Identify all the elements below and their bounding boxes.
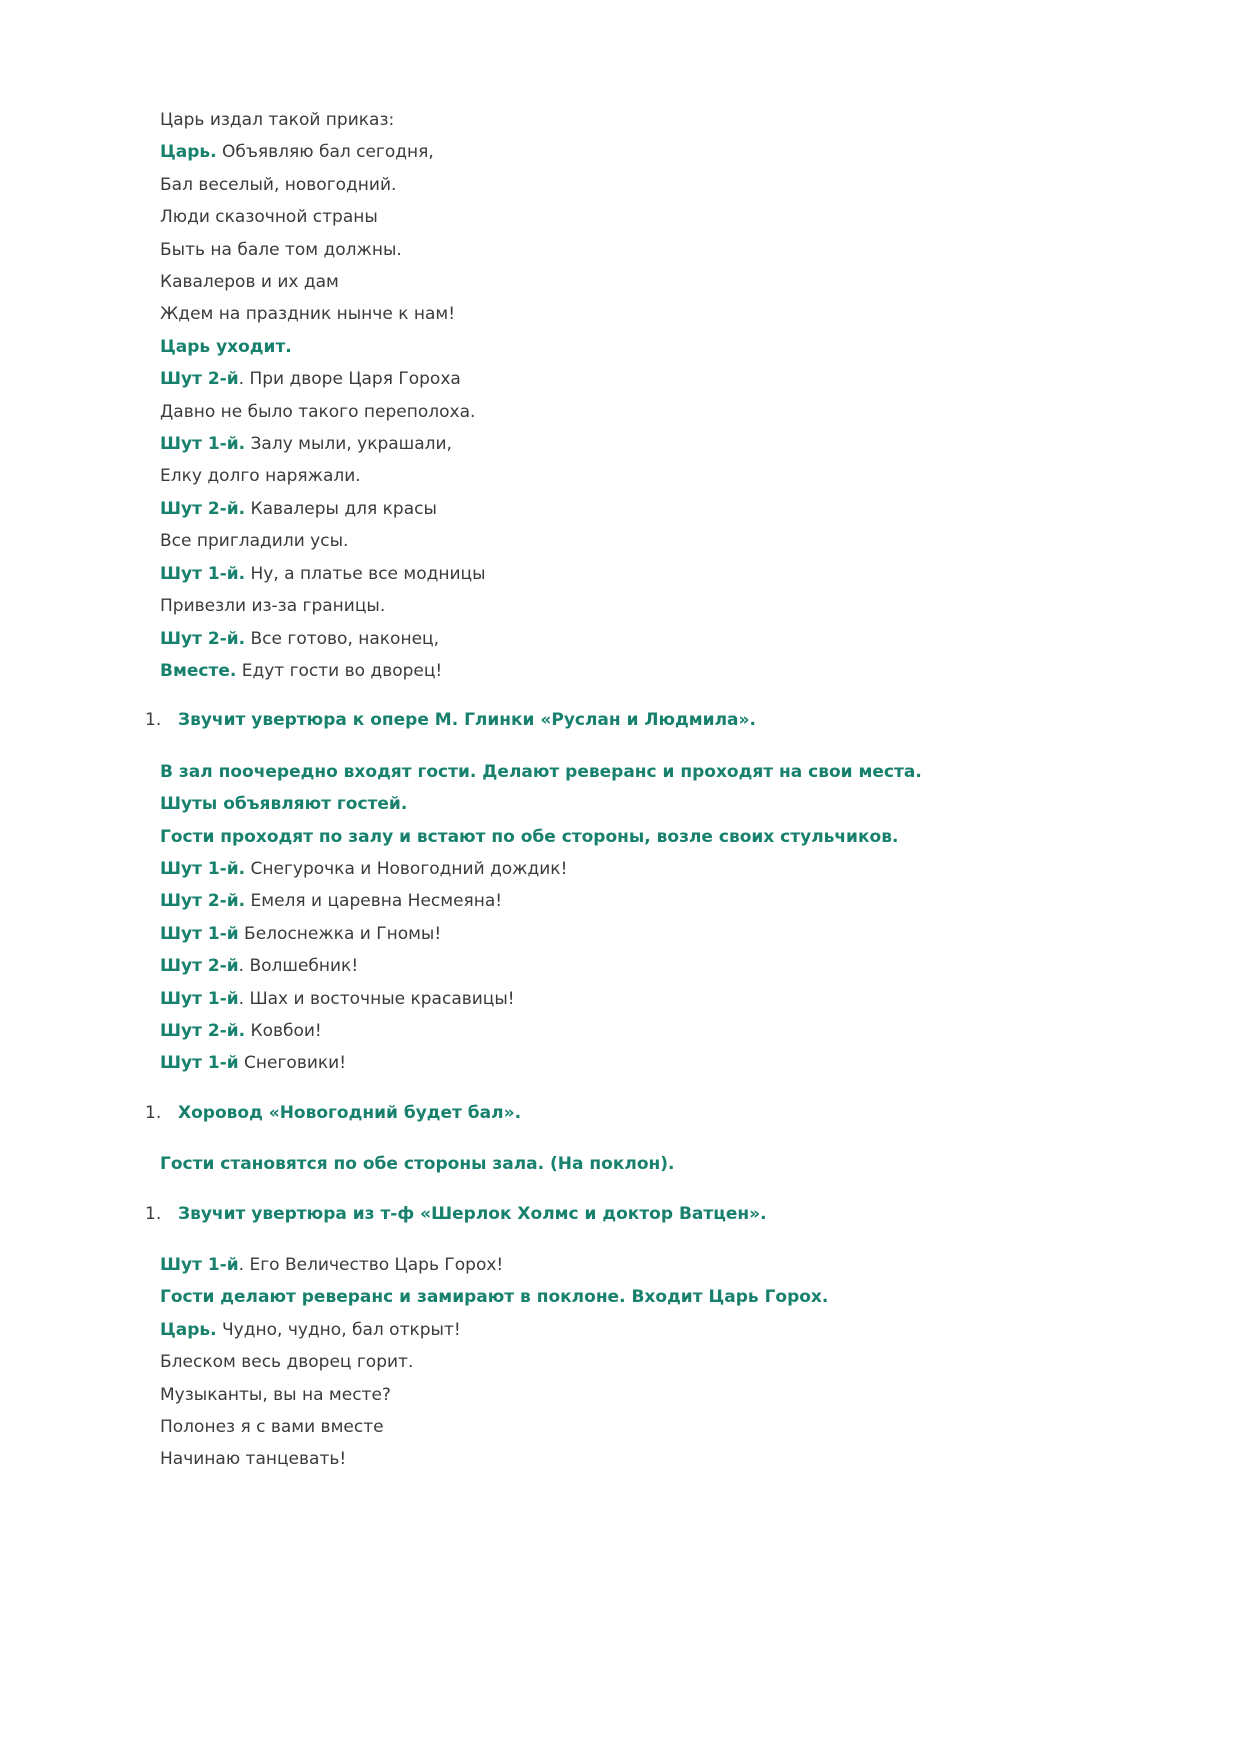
speaker-name: Шут 2-й. — [160, 628, 246, 649]
script-line — [160, 363, 1140, 395]
dialogue-text: . Шах и восточные красавицы! — [238, 988, 515, 1009]
stage-direction: Гости проходят по залу и встают по обе стороны, возле своих стульчиков. — [160, 826, 899, 847]
dialogue-text: Белоснежка и Гномы! — [238, 923, 442, 944]
speaker-name: Шут 1-й. — [160, 858, 246, 879]
script-line — [160, 493, 1140, 525]
script-line — [160, 1015, 1140, 1047]
script-line — [160, 1411, 1140, 1443]
speaker-name: Вместе. — [160, 660, 237, 681]
speaker-name: Шут 1-й. — [160, 563, 246, 584]
dialogue-text: Чудно, чудно, бал открыт! — [216, 1319, 461, 1340]
dialogue-text: Привезли из-за границы. — [160, 596, 386, 617]
script-line — [160, 623, 1140, 655]
dialogue-text: Ну, а платье все модницы — [245, 563, 486, 584]
dialogue-text: Люди сказочной страны — [160, 207, 378, 228]
script-line — [160, 104, 1140, 136]
dialogue-text: Блеском весь дворец горит. — [160, 1352, 414, 1373]
script-line — [160, 1314, 1140, 1346]
script-line — [160, 983, 1140, 1015]
numbered-heading — [145, 1097, 1140, 1129]
script-line — [160, 1249, 1140, 1281]
script-line — [160, 525, 1140, 557]
script-line — [160, 655, 1140, 687]
script-line — [160, 1443, 1140, 1475]
script-line — [160, 298, 1140, 330]
dialogue-text: . При дворе Царя Гороха — [238, 369, 461, 390]
speaker-name: Шут 2-й. — [160, 498, 246, 519]
script-line — [160, 885, 1140, 917]
dialogue-text: Снеговики! — [238, 1053, 347, 1074]
numbered-heading — [145, 1198, 1140, 1230]
script-line — [160, 201, 1140, 233]
dialogue-text: Залу мыли, украшали, — [245, 434, 452, 455]
dialogue-text: Давно не было такого переполоха. — [160, 401, 476, 422]
numbered-heading — [145, 704, 1140, 736]
list-number: 1. — [145, 1203, 162, 1224]
stage-direction: Гости становятся по обе стороны зала. (На поклон). — [160, 1154, 675, 1175]
dialogue-text: Все готово, наконец, — [245, 628, 439, 649]
script-line — [160, 266, 1140, 298]
script-content — [145, 104, 1140, 1476]
dialogue-text: Ковбои! — [245, 1020, 322, 1041]
speaker-name: Шут 1-й — [160, 1255, 239, 1275]
dialogue-text: Все пригладили усы. — [160, 531, 349, 552]
speaker-name: Шут 2-й. — [160, 1020, 246, 1041]
list-number: 1. — [145, 1102, 162, 1123]
dialogue-text: Едут гости во дворец! — [236, 660, 443, 681]
dialogue-text: Музыканты, вы на месте? — [160, 1384, 391, 1405]
numbered-heading-text: Звучит увертюра из т-ф «Шерлок Холмс и доктор Ватцен». — [178, 1203, 767, 1224]
stage-direction: Царь уходит. — [160, 336, 292, 357]
script-line — [160, 853, 1140, 885]
speaker-name: Шут 1-й — [160, 923, 239, 944]
script-line — [160, 428, 1140, 460]
dialogue-text: Емеля и царевна Несмеяна! — [245, 891, 503, 912]
dialogue-text: Ждем на праздник нынче к нам! — [160, 304, 456, 325]
script-line — [160, 136, 1140, 168]
dialogue-text: . Его Величество Царь Горох! — [238, 1255, 504, 1275]
speaker-name: Шут 2-й. — [160, 891, 246, 912]
script-line — [160, 918, 1140, 950]
stage-direction: В зал поочередно входят гости. Делают реверанс и проходят на свои места. — [160, 761, 922, 782]
script-line — [160, 169, 1140, 201]
numbered-heading-text: Звучит увертюра к опере М. Глинки «Руслан и Людмила». — [178, 710, 756, 731]
speaker-name: Шут 1-й — [160, 988, 239, 1009]
list-number: 1. — [145, 710, 162, 731]
dialogue-text: Елку долго наряжали. — [160, 466, 361, 487]
stage-direction: Гости делают реверанс и замирают в поклоне. Входит Царь Горох. — [160, 1287, 829, 1308]
dialogue-text: . Волшебник! — [238, 956, 359, 977]
script-line — [160, 234, 1140, 266]
speaker-name: Шут 2-й — [160, 369, 239, 390]
dialogue-text: Кавалеры для красы — [245, 498, 437, 519]
script-line — [160, 396, 1140, 428]
speaker-name: Шут 2-й — [160, 956, 239, 977]
dialogue-text: Начинаю танцевать! — [160, 1449, 347, 1470]
dialogue-text: Царь издал такой приказ: — [160, 110, 395, 130]
script-line — [160, 950, 1140, 982]
dialogue-text: Бал веселый, новогодний. — [160, 174, 397, 195]
speaker-name: Царь. — [160, 142, 217, 163]
script-line — [160, 1346, 1140, 1378]
speaker-name: Царь. — [160, 1319, 217, 1340]
dialogue-text: Объявляю бал сегодня, — [216, 142, 434, 163]
numbered-heading-text: Хоровод «Новогодний будет бал». — [178, 1102, 522, 1123]
script-line — [160, 558, 1140, 590]
stage-direction: Шуты объявляют гостей. — [160, 794, 408, 815]
dialogue-text: Полонез я с вами вместе — [160, 1417, 384, 1438]
script-line — [160, 590, 1140, 622]
script-line — [160, 1047, 1140, 1079]
speaker-name: Шут 1-й — [160, 1053, 239, 1074]
dialogue-text: Кавалеров и их дам — [160, 272, 339, 293]
script-line — [160, 1379, 1140, 1411]
script-line — [160, 460, 1140, 492]
speaker-name: Шут 1-й. — [160, 434, 246, 455]
dialogue-text: Снегурочка и Новогодний дождик! — [245, 858, 568, 879]
dialogue-text: Быть на бале том должны. — [160, 239, 402, 260]
